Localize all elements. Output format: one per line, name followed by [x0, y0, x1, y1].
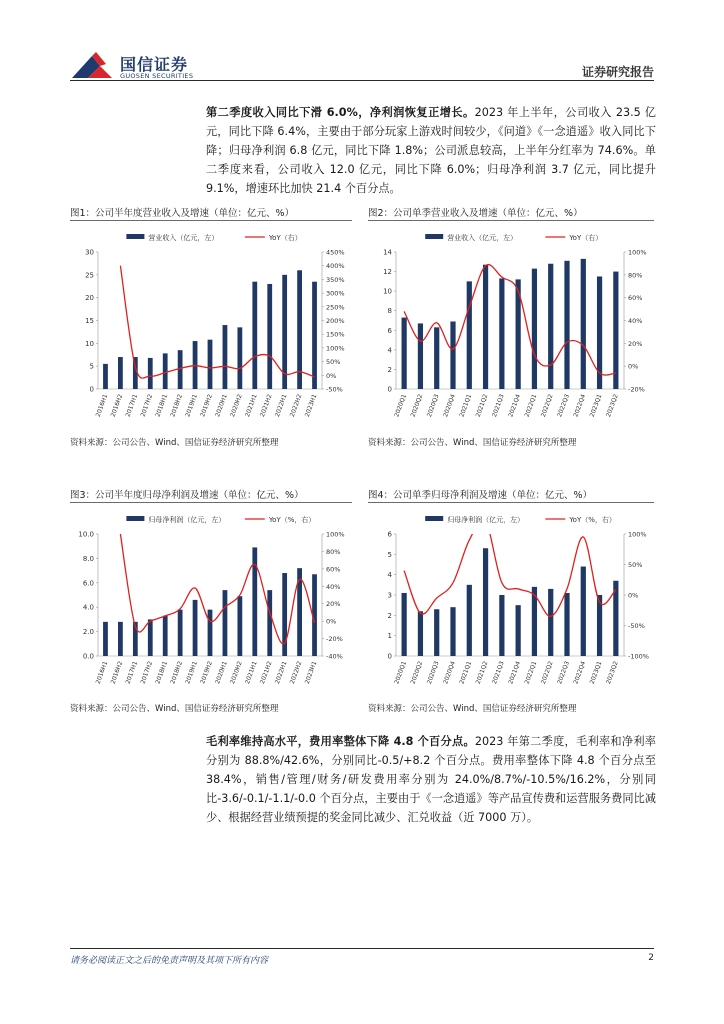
bar — [223, 325, 228, 389]
y-tick-label-left: 8.0 — [82, 554, 94, 563]
bar — [252, 282, 257, 389]
figure-4-source: 资料来源：公司公告、Wind、国信证券经济研究所整理 — [368, 704, 577, 714]
x-tick-label: 2019H2 — [199, 660, 214, 685]
bar — [103, 622, 108, 656]
bar — [193, 600, 198, 656]
x-tick-label: 2019H2 — [199, 393, 214, 418]
bar — [483, 265, 488, 389]
paragraph-lead: 第二季度收入同比下滑 6.0%，净利润恢复正增长。 — [206, 106, 475, 119]
paragraph-lead: 毛利率维持高水平，费用率整体下降 4.8 个百分点。 — [206, 735, 475, 748]
y-tick-label-right: 100% — [326, 344, 345, 353]
brand-name-en: GUOSEN SECURITIES — [120, 72, 194, 80]
y-tick-label-right: 80% — [326, 547, 341, 556]
y-tick-label-right: 350% — [326, 275, 345, 284]
x-tick-label: 2022Q2 — [539, 393, 555, 419]
legend-bar-swatch — [425, 234, 443, 239]
x-tick-label: 2022Q4 — [572, 393, 588, 419]
bar — [564, 261, 569, 389]
x-tick-label: 2021Q3 — [491, 393, 506, 419]
x-tick-label: 2023H1 — [303, 660, 319, 685]
x-tick-label: 2022Q2 — [539, 660, 555, 686]
y-tick-label-right: 80% — [628, 271, 643, 280]
legend-bar-label: 营业收入（亿元，左） — [447, 234, 518, 242]
y-tick-label-right: 40% — [628, 317, 643, 325]
y-tick-label-right: -50% — [628, 622, 645, 630]
x-tick-label: 2021Q1 — [458, 393, 474, 419]
y-tick-label-left: 0 — [89, 385, 94, 394]
y-tick-label-left: 2 — [387, 365, 392, 374]
y-tick-label-right: 450% — [326, 248, 345, 257]
x-tick-label: 2023Q1 — [588, 660, 604, 686]
report-type: 证券研究报告 — [581, 65, 654, 79]
bar — [103, 364, 108, 389]
y-tick-label-right: -20% — [628, 385, 645, 394]
x-tick-label: 2020Q3 — [425, 393, 441, 419]
x-tick-label: 2020Q1 — [393, 393, 409, 419]
x-tick-label: 2021Q4 — [507, 660, 523, 686]
bar — [548, 264, 553, 389]
bar — [163, 616, 168, 656]
y-tick-label-right: 20% — [326, 600, 341, 609]
paragraph-body: 2023 年上半年，公司收入 23.5 亿元，同比下降 6.4%，主要由于部分玩家上游戏时间较少，《问道》《一念逍遥》收入同比下降；归母净利润 6.8 亿元，同比下降 1.8%；公司派息较高，上半年分红率为 74.6%。单二季度来看，公司收入 12.0 亿元，同比下降 6.0%；归母净利润 3.7 亿元，同比提升 9.1%，增速环比加快 21.4 个百分点。 — [206, 106, 656, 195]
y-tick-label-left: 4.0 — [82, 603, 94, 612]
y-tick-label-left: 30 — [85, 248, 94, 257]
bar — [208, 340, 213, 389]
y-tick-label-left: 25 — [85, 271, 94, 280]
bar — [208, 610, 213, 656]
x-tick-label: 2021Q3 — [491, 660, 506, 686]
y-tick-label-right: 100% — [628, 530, 647, 539]
bar — [581, 259, 586, 389]
y-tick-label-right: 0% — [326, 617, 337, 626]
y-tick-label-left: 5 — [89, 362, 94, 371]
x-tick-label: 2020Q1 — [393, 660, 409, 686]
x-tick-label: 2023Q1 — [588, 393, 604, 419]
y-tick-label-right: 400% — [326, 262, 345, 271]
x-tick-label: 2017H2 — [139, 393, 155, 418]
y-tick-label-right: 40% — [326, 582, 341, 591]
y-tick-label-right: 50% — [326, 358, 341, 367]
legend-bar-swatch — [126, 516, 144, 521]
x-tick-label: 2022Q1 — [523, 393, 539, 419]
x-tick-label: 2023Q2 — [605, 393, 620, 419]
bar — [434, 609, 439, 656]
y-tick-label-right: 100% — [326, 530, 345, 539]
y-tick-label-right: 100% — [628, 248, 647, 257]
figure-3-source: 资料来源：公司公告、Wind、国信证券经济研究所整理 — [70, 704, 279, 714]
legend-bar-label: 归母净利润（亿元，左） — [148, 516, 226, 524]
y-tick-label-left: 4 — [387, 571, 392, 580]
bar — [467, 281, 472, 389]
y-tick-label-left: 12 — [383, 268, 392, 277]
x-tick-label: 2018H1 — [154, 393, 170, 418]
x-tick-label: 2021Q2 — [474, 393, 490, 419]
legend-bar-swatch — [126, 234, 144, 239]
y-tick-label-right: -40% — [326, 652, 343, 661]
x-tick-label: 2022H1 — [273, 660, 289, 685]
y-tick-label-left: 5 — [387, 550, 392, 559]
bar — [434, 327, 439, 389]
x-tick-label: 2020Q4 — [442, 393, 457, 419]
y-tick-label-left: 6 — [387, 530, 392, 539]
y-tick-label-left: 4 — [387, 346, 392, 355]
bar — [237, 327, 242, 389]
y-tick-label-left: 10 — [85, 339, 94, 348]
bar — [148, 619, 153, 656]
bar — [118, 357, 123, 389]
footer-divider — [70, 948, 654, 949]
y-tick-label-left: 0 — [387, 385, 392, 394]
x-tick-label: 2020Q2 — [409, 660, 425, 686]
y-tick-label-right: -50% — [326, 385, 343, 394]
x-tick-label: 2017H1 — [124, 660, 140, 685]
x-tick-label: 2022Q3 — [556, 660, 571, 686]
x-tick-label: 2020Q4 — [442, 660, 457, 686]
brand-logo — [70, 48, 220, 88]
legend-line-label: YoY（右） — [569, 234, 603, 242]
legend-bar-swatch — [425, 516, 443, 521]
x-tick-label: 2022Q3 — [556, 393, 571, 419]
legend-bar-label: 归母净利润（亿元，左） — [447, 516, 525, 524]
footer-disclaimer: 请务必阅读正文之后的免责声明及其项下所有内容 — [70, 956, 269, 966]
legend-line-label: YoY（右） — [268, 234, 302, 242]
figure-3-rule — [70, 502, 352, 503]
legend-line-label: YoY（%，右） — [268, 516, 316, 524]
x-tick-label: 2021Q1 — [458, 660, 474, 686]
y-tick-label-right: 50% — [628, 561, 643, 569]
x-tick-label: 2021Q4 — [507, 393, 523, 419]
x-tick-label: 2020H2 — [229, 660, 244, 685]
figure-3-title: 图3：公司半年度归母净利润及增速（单位：亿元、%） — [70, 490, 304, 501]
x-tick-label: 2016H2 — [109, 393, 125, 418]
x-tick-label: 2020Q3 — [425, 660, 441, 686]
chart-half-year-net-profit — [70, 508, 352, 698]
y-tick-label-left: 8 — [387, 307, 392, 316]
y-tick-label-right: 150% — [326, 330, 345, 339]
y-tick-label-left: 2 — [387, 611, 392, 620]
y-tick-label-right: 200% — [326, 317, 345, 325]
y-tick-label-left: 6 — [387, 326, 392, 335]
x-tick-label: 2022H1 — [273, 393, 289, 418]
bar — [237, 596, 242, 656]
y-tick-label-left: 1 — [387, 632, 392, 641]
paragraph-margins — [206, 732, 656, 827]
bar — [163, 353, 168, 389]
figure-1-title: 图1：公司半年度营业收入及增速（单位：亿元、%） — [70, 208, 295, 219]
chart-half-year-revenue — [70, 226, 352, 431]
x-tick-label: 2021H1 — [244, 393, 259, 418]
y-tick-label-left: 10 — [383, 287, 392, 296]
bar — [613, 272, 618, 389]
y-tick-label-left: 15 — [85, 317, 94, 325]
bar — [178, 610, 183, 656]
bar — [267, 284, 272, 389]
x-tick-label: 2018H1 — [154, 660, 170, 685]
x-tick-label: 2020H1 — [214, 660, 229, 685]
y-tick-label-left: 0 — [387, 652, 392, 661]
bar — [532, 269, 537, 389]
figure-2-title: 图2：公司单季营业收入及增速（单位：亿元、%） — [368, 208, 583, 219]
legend-bar-label: 营业收入（亿元，左） — [148, 234, 219, 242]
y-tick-label-right: 0% — [628, 362, 639, 371]
guosen-logo-icon — [70, 52, 114, 82]
y-tick-label-right: -100% — [628, 652, 649, 661]
header-divider — [70, 80, 654, 81]
y-tick-label-left: 10.0 — [78, 530, 94, 539]
bar — [148, 358, 153, 389]
brand-name-cn: 国信证券 — [120, 55, 189, 74]
bar — [450, 607, 455, 656]
x-tick-label: 2023H1 — [303, 393, 319, 418]
y-tick-label-right: 300% — [326, 289, 345, 298]
y-tick-label-left: 20 — [85, 294, 94, 303]
x-tick-label: 2022H2 — [288, 393, 304, 418]
bar — [193, 341, 198, 389]
chart-quarterly-net-profit — [368, 508, 654, 698]
bar — [312, 282, 317, 389]
figure-2-rule — [368, 220, 654, 221]
x-tick-label: 2016H2 — [109, 660, 125, 685]
y-tick-label-right: 20% — [628, 339, 643, 348]
y-tick-label-left: 6.0 — [82, 579, 94, 588]
bar — [564, 593, 569, 656]
bar — [178, 350, 183, 389]
paragraph-revenue — [206, 103, 656, 198]
figure-1-rule — [70, 220, 352, 221]
x-tick-label: 2016H1 — [94, 393, 110, 418]
bar — [418, 323, 423, 389]
y-tick-label-right: 0% — [326, 371, 337, 380]
paragraph-body: 2023 年第二季度，毛利率和净利率分别为 88.8%/42.6%，分别同比-0.5/+8.2 个百分点。费用率整体下降 4.8 个百分点至 38.4%，销售/管理/财务/研发费用率分别为 24.0%/8.7%/-10.5%/16.2%，分别同比-3.6/-0.1/-1.1/-0.0 个百分点，主要由于《一念逍遥》等产品宣传费和运营服务费同比减少、根据经营业绩预提的奖金同比减少、汇兑收益（近 7000 万）。 — [206, 735, 656, 824]
x-tick-label: 2019H1 — [184, 393, 199, 418]
x-tick-label: 2019H1 — [184, 660, 199, 685]
bar — [223, 590, 228, 656]
figure-4-title: 图4：公司单季归母净利润及增速（单位：亿元、%） — [368, 490, 593, 501]
y-tick-label-right: 250% — [326, 303, 345, 312]
x-tick-label: 2020H2 — [229, 393, 244, 418]
bar — [418, 611, 423, 656]
x-tick-label: 2021Q2 — [474, 660, 490, 686]
bar — [252, 547, 257, 656]
x-tick-label: 2023Q2 — [605, 660, 620, 686]
bar — [118, 622, 123, 656]
x-tick-label: 2022H2 — [288, 660, 304, 685]
x-tick-label: 2018H2 — [169, 393, 185, 418]
x-tick-label: 2018H2 — [169, 660, 185, 685]
x-tick-label: 2021H2 — [258, 660, 274, 685]
page-number: 2 — [648, 953, 654, 963]
figure-4-rule — [368, 502, 654, 503]
bar — [402, 593, 407, 656]
bar — [516, 605, 521, 656]
y-tick-label-right: 60% — [628, 294, 643, 303]
bar — [483, 548, 488, 656]
chart-quarterly-revenue — [368, 226, 654, 431]
bar — [402, 318, 407, 389]
y-tick-label-left: 3 — [387, 591, 392, 600]
y-tick-label-right: 60% — [326, 565, 341, 574]
legend-line-label: YoY（%，右） — [569, 516, 616, 524]
x-tick-label: 2021H2 — [258, 393, 274, 418]
figure-2-source: 资料来源：公司公告、Wind、国信证券经济研究所整理 — [368, 438, 577, 448]
bar — [267, 590, 272, 656]
bar — [548, 589, 553, 656]
x-tick-label: 2017H2 — [139, 660, 155, 685]
y-tick-label-right: -20% — [326, 635, 343, 644]
x-tick-label: 2016H1 — [94, 660, 110, 685]
bar — [467, 585, 472, 656]
x-tick-label: 2022Q1 — [523, 660, 539, 686]
figure-1-source: 资料来源：公司公告、Wind、国信证券经济研究所整理 — [70, 438, 279, 448]
bar — [581, 567, 586, 656]
y-tick-label-left: 14 — [383, 248, 392, 257]
x-tick-label: 2021H1 — [244, 660, 259, 685]
x-tick-label: 2017H1 — [124, 393, 140, 418]
bar — [499, 595, 504, 656]
bar — [499, 278, 504, 389]
y-tick-label-right: 0% — [628, 591, 639, 600]
y-tick-label-left: 2.0 — [82, 628, 94, 637]
y-tick-label-left: 0.0 — [82, 652, 94, 661]
x-tick-label: 2022Q4 — [572, 660, 588, 686]
x-tick-label: 2020H1 — [214, 393, 229, 418]
x-tick-label: 2020Q2 — [409, 393, 425, 419]
bar — [450, 321, 455, 389]
